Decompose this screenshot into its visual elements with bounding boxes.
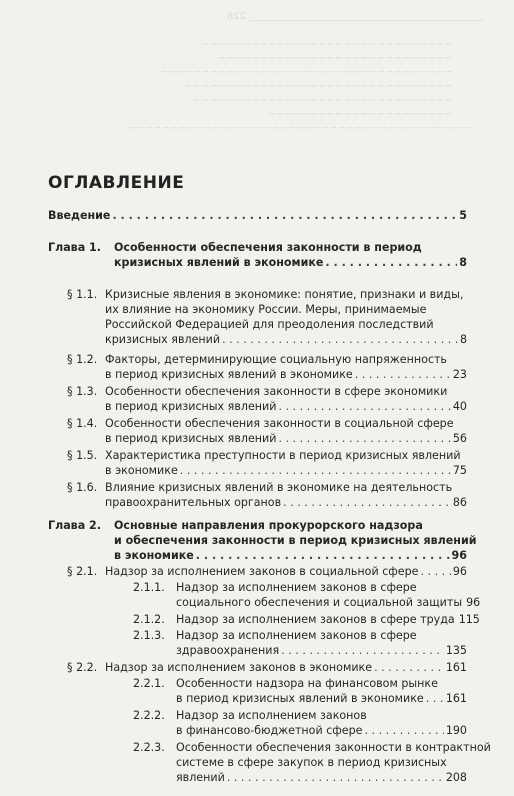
toc-entry-number: § 2.1.	[67, 565, 98, 578]
page-title: ОГЛАВЛЕНИЕ	[48, 173, 185, 193]
dot-leader	[420, 564, 450, 579]
dot-leader	[278, 399, 450, 414]
toc-entry-title-line: Введение	[48, 209, 111, 222]
toc-entry-title-line: Особенности обеспечения законности в сфере экономики	[105, 385, 448, 398]
toc-page-number: 5	[459, 209, 467, 222]
toc-page-number: 8	[459, 333, 467, 346]
toc-entry[interactable]	[114, 240, 467, 270]
toc-entry-title-line: Характеристика преступности в период кризисных явлений	[105, 449, 461, 462]
toc-entry-number: § 1.5.	[67, 449, 98, 462]
toc-entry-title-line: Надзор за исполнением законов в сфере труда	[176, 613, 455, 626]
toc-page-number: 135	[445, 644, 467, 657]
dot-leader	[283, 495, 451, 510]
toc-entry-number: 2.2.3.	[133, 741, 165, 754]
toc-entry-title-line: кризисных явлений в экономике	[114, 256, 324, 269]
dot-leader	[426, 691, 444, 706]
toc-page-number: 208	[445, 771, 467, 784]
toc-entry[interactable]	[105, 480, 467, 510]
toc-entry-title-line: здравоохранения	[176, 644, 280, 657]
toc-page-number: 75	[452, 464, 467, 477]
toc-page-number: 190	[445, 724, 467, 737]
dot-leader	[364, 723, 443, 738]
dot-leader	[374, 660, 444, 675]
toc-entry-title-line: в экономике	[114, 549, 194, 562]
toc-entry-title-line: правоохранительных органов	[105, 496, 282, 509]
toc-entry[interactable]	[176, 708, 467, 738]
toc-entry-title-line: Основные направления прокурорского надзора	[114, 519, 423, 532]
dot-leader	[278, 431, 450, 446]
toc-entry[interactable]	[105, 564, 467, 579]
toc-entry-number: 2.1.1.	[133, 581, 165, 594]
toc-page-number: 8	[459, 256, 467, 269]
toc-entry-title-line: в финансово-бюджетной сфере	[176, 724, 363, 737]
toc-entry-title-line: социального обеспечения и социальной защиты	[176, 596, 463, 609]
toc-entry-title-line: в период кризисных явлений в экономике	[105, 368, 353, 381]
toc-page-number: 96	[466, 596, 481, 609]
toc-entry-title-line: Надзор за исполнением законов в сфере	[176, 581, 417, 594]
toc-entry-number: § 2.2.	[67, 661, 98, 674]
toc-entry-number: 2.1.3.	[133, 629, 165, 642]
toc-entry-number: 2.2.2.	[133, 709, 165, 722]
toc-entry-title-line: Надзор за исполнением законов в сфере	[176, 629, 417, 642]
toc-entry-title-line: Особенности обеспечения законности в период	[114, 241, 422, 254]
toc-entry[interactable]	[176, 628, 467, 658]
toc-entry-title-line: их влияние на экономику России. Меры, принимаемые	[105, 303, 427, 316]
toc-entry-title-line: в период кризисных явлений	[105, 432, 277, 445]
toc-page-number: 96	[451, 549, 467, 562]
toc-entry-number: 2.1.2.	[133, 613, 165, 626]
toc-entry-title-line: Кризисные явления в экономике: понятие, признаки и виды,	[105, 288, 464, 301]
toc-entry-number: Глава 2.	[48, 519, 101, 532]
toc-entry[interactable]	[176, 676, 467, 706]
toc-page-number: 96	[452, 565, 467, 578]
dot-leader	[227, 770, 444, 785]
toc-entry[interactable]	[48, 208, 467, 223]
toc-entry-number: § 1.1.	[67, 288, 98, 301]
toc-page-number: 115	[458, 613, 480, 626]
dot-leader	[355, 367, 451, 382]
toc-entry-title-line: Надзор за исполнением законов в экономике	[105, 661, 373, 674]
toc-page-number: 86	[452, 496, 467, 509]
toc-entry[interactable]	[114, 518, 477, 563]
dot-leader	[281, 643, 444, 658]
toc-entry-title-line: системе в сфере закупок в период кризисных	[176, 756, 447, 769]
toc-entry-number: § 1.4.	[67, 417, 98, 430]
toc-entry-title-line: Факторы, детерминирующие социальную напряженность	[105, 353, 447, 366]
toc-entry[interactable]	[105, 384, 467, 414]
toc-entry-number: 2.2.1.	[133, 677, 165, 690]
toc-entry-title-line: Надзор за исполнением законов	[176, 709, 367, 722]
dot-leader	[196, 548, 450, 563]
toc-entry-title-line: Влияние кризисных явлений в экономике на деятельность	[105, 481, 453, 494]
toc-page-number: 23	[452, 368, 467, 381]
toc-entry-number: § 1.2.	[67, 353, 98, 366]
toc-entry[interactable]	[105, 416, 467, 446]
toc-entry[interactable]	[176, 612, 480, 627]
toc-entry-title-line: в экономике	[105, 464, 178, 477]
dot-leader	[222, 332, 458, 347]
toc-entry[interactable]	[105, 287, 467, 347]
toc-page-number: 161	[445, 661, 467, 674]
toc-entry-title-line: в период кризисных явлений	[105, 400, 277, 413]
toc-entry[interactable]	[105, 448, 467, 478]
toc-entry-title-line: Особенности обеспечения законности в социальной сфере	[105, 417, 454, 430]
toc-page-number: 40	[452, 400, 467, 413]
toc-entry-title-line: Особенности надзора на финансовом рынке	[176, 677, 438, 690]
toc-entry[interactable]	[105, 660, 467, 675]
toc-entry-title-line: Надзор за исполнением законов в социальной сфере	[105, 565, 419, 578]
toc-entry-title-line: кризисных явлений	[105, 333, 221, 346]
toc-page-number: 161	[445, 692, 467, 705]
toc-entry[interactable]	[176, 740, 491, 785]
toc-page-number: 56	[452, 432, 467, 445]
toc-entry-number: § 1.6.	[67, 481, 98, 494]
toc-entry-title-line: и обеспечения законности в период кризисных явлений	[114, 534, 477, 547]
toc-entry-title-line: в период кризисных явлений в экономике	[176, 692, 424, 705]
toc-entry[interactable]	[176, 580, 481, 610]
toc-entry-title-line: явлений	[176, 771, 225, 784]
bleed-through-text: _______________________________________________ 226 ~~~~~~~~~~~~~~~~~~~~~~~~~~~~~~ ~~~~~~~~~~~~~~~~~~~~~~~~~~~~ ~~~~~~~~~~~~~~~~~~~~~~~~~~~~~~~~~~~ ~~~~~~~~~~~~~~~~~~~~~~~~~~~~~~~~ ~~~~~~~~~~~~~~~~~~~~~~~~~~~~~~~ ~~~~~~~~~~~~~~~~~~~~~~ ~~~~~~~~~~~~~~~~~~~~~~~~~~~~~~~~~~~~~~~~~	[127, 11, 484, 134]
dot-leader	[112, 208, 457, 223]
toc-entry-title-line: Российской Федерацией для преодоления последствий	[105, 318, 434, 331]
toc-entry[interactable]	[105, 352, 467, 382]
dot-leader	[180, 463, 451, 478]
dot-leader	[325, 255, 457, 270]
toc-entry-number: § 1.3.	[67, 385, 98, 398]
toc-entry-number: Глава 1.	[48, 241, 101, 254]
toc-entry-title-line: Особенности обеспечения законности в контрактной	[176, 741, 491, 754]
